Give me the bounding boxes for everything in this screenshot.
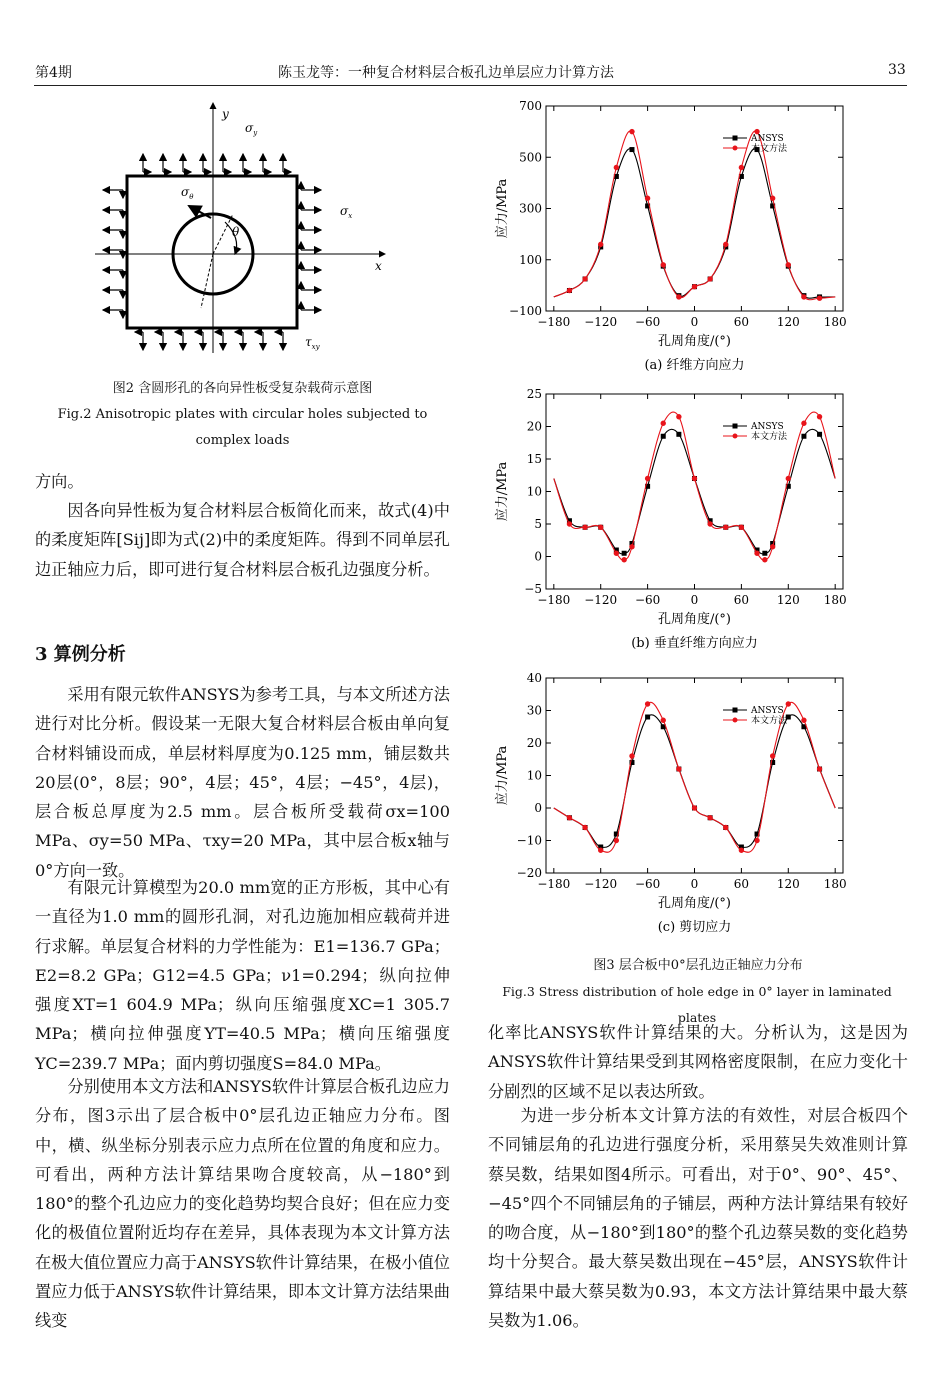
plot-frame xyxy=(546,394,843,589)
data-point-method xyxy=(614,551,619,556)
data-point-method xyxy=(770,196,775,201)
legend-marker xyxy=(733,434,738,439)
y-tick-label: −20 xyxy=(516,866,542,880)
fig2-schematic xyxy=(85,98,415,370)
x-tick-label: −180 xyxy=(537,315,571,329)
data-point-method xyxy=(621,557,626,562)
y-tick-label: 25 xyxy=(526,387,542,401)
y-axis-label: 应力/MPa xyxy=(495,461,510,522)
y-tick-label: 20 xyxy=(526,419,542,434)
y-tick-label: 40 xyxy=(526,671,542,685)
data-point-method xyxy=(661,718,666,723)
data-point-ansys xyxy=(629,147,634,152)
data-point-method xyxy=(661,262,666,267)
x-tick-label: −120 xyxy=(584,877,618,891)
y-tick-label: 500 xyxy=(519,150,542,165)
legend-label: 本文方法 xyxy=(751,432,788,442)
x-tick-label: −180 xyxy=(537,877,571,891)
y-tick-label: 10 xyxy=(526,768,542,783)
legend-marker xyxy=(733,136,738,141)
data-point-method xyxy=(739,165,744,170)
data-point-method xyxy=(707,276,712,281)
data-point-method xyxy=(801,294,806,299)
left-p3: 采用有限元软件ANSYS为参考工具，与本文所述方法进行对比分析。假设某一无限大复合材料层合板由单向复合材料铺设而成，单层材料厚度为0.125 mm，铺层数共20层(0°，8层；90°，4层；45°，4层；−45°，4层)，层合板总厚度为2.5 mm。层合板所受载荷σx=100 MPa、σy=50 MPa、τxy=20 MPa，其中层合板x轴与0°方向一致。 xyxy=(35,685,450,880)
fig3-caption-cn: 图3 层合板中0°层孔边正轴应力分布 xyxy=(593,958,803,973)
legend-marker xyxy=(733,718,738,723)
data-point-ansys xyxy=(661,434,666,439)
fig2-caption-en-1: Fig.2 Anisotropic plates with circular holes subjected to xyxy=(57,407,428,422)
x-tick-label: 180 xyxy=(823,315,847,329)
data-point-method xyxy=(582,825,587,830)
data-point-method xyxy=(801,718,806,723)
x-tick-label: −120 xyxy=(584,593,618,607)
y-tick-label: 5 xyxy=(534,517,542,531)
chart-caption: (c) 剪切应力 xyxy=(657,920,732,935)
x-tick-label: −120 xyxy=(584,315,618,329)
data-point-method xyxy=(723,242,728,247)
plate-square xyxy=(127,176,297,328)
plot-frame xyxy=(546,106,843,311)
label-theta: θ xyxy=(232,225,240,239)
data-point-method xyxy=(754,551,759,556)
chart-caption: (a) 纤维方向应力 xyxy=(644,358,745,373)
header-page-number: 33 xyxy=(888,62,906,78)
data-point-method xyxy=(582,525,587,530)
x-tick-label: 60 xyxy=(733,315,750,329)
fig3a-chart xyxy=(488,96,888,386)
y-tick-label: −100 xyxy=(509,304,542,318)
data-point-method xyxy=(817,766,822,771)
label-sigma-x: $\sigma_x$ xyxy=(340,204,353,220)
legend-label: ANSYS xyxy=(751,706,784,716)
chart-caption: (b) 垂直纤维方向应力 xyxy=(631,636,758,651)
y-tick-label: 100 xyxy=(519,252,542,267)
right-p2: 为进一步分析本文计算方法的有效性，对层合板四个不同铺层角的孔边进行强度分析，采用蔡吴失效准则计算蔡吴数，结果如图4所示。可看出，对于0°、90°、45°、−45°四个不同铺层角的子铺层，两种方法计算结果有较好的吻合度，从−180°到180°的整个孔边蔡吴数的变化趋势均十分契合。最大蔡吴数出现在−45°层，ANSYS软件计算结果中最大蔡吴数为0.93，本文方法计算结果中最大蔡吴数为1.06。 xyxy=(488,1106,908,1331)
data-point-method xyxy=(614,165,619,170)
data-point-method xyxy=(762,557,767,562)
y-axis-label: 应力/MPa xyxy=(495,178,510,239)
series-line-method xyxy=(554,412,835,560)
legend-marker xyxy=(733,146,738,151)
legend-marker xyxy=(733,424,738,429)
x-tick-label: 120 xyxy=(776,315,800,329)
data-point-method xyxy=(786,701,791,706)
header-journal-issue: 第4期 xyxy=(35,65,72,81)
series-line-ansys xyxy=(554,715,835,848)
data-point-method xyxy=(614,838,619,843)
data-point-method xyxy=(629,544,634,549)
y-tick-label: 300 xyxy=(519,201,542,216)
left-p4: 有限元计算模型为20.0 mm宽的正方形板，其中心有一直径为1.0 mm的圆形孔洞，对孔边施加相应载荷并进行求解。单层复合材料的力学性能为：E1=136.7 GPa；E2=8.2 GPa；G12=4.5 GPa；ν1=0.294；纵向拉伸强度XT=1 604.9 MPa；纵向压缩强度XC=1 305.7 MPa；横向拉伸强度YT=40.5 MPa；横向压缩强度YC=239.7 MPa；面内剪切强度S=84.0 MPa。 xyxy=(35,878,450,1073)
data-point-method xyxy=(801,421,806,426)
data-point-ansys xyxy=(801,434,806,439)
y-axis-label: 应力/MPa xyxy=(495,745,510,806)
legend-label: ANSYS xyxy=(751,422,784,432)
x-tick-label: 180 xyxy=(823,877,847,891)
data-point-method xyxy=(723,825,728,830)
left-p2: 因各向异性板为复合材料层合板简化而来，故式(4)中的柔度矩阵[Sij]即为式(2)中的柔度矩阵。得到不同单层孔边正轴应力后，即可进行复合材料层合板孔边强度分析。 xyxy=(35,501,450,579)
label-sigma-y: $\sigma_y$ xyxy=(245,121,258,137)
series-line-ansys xyxy=(554,149,835,299)
data-point-ansys xyxy=(645,715,650,720)
data-point-method xyxy=(786,476,791,481)
x-tick-label: 0 xyxy=(690,315,699,329)
data-point-method xyxy=(676,766,681,771)
data-point-method xyxy=(817,295,822,300)
data-point-method xyxy=(786,262,791,267)
y-tick-label: 0 xyxy=(534,801,542,815)
data-point-method xyxy=(567,815,572,820)
series-line-ansys xyxy=(554,429,835,553)
data-point-method xyxy=(582,276,587,281)
y-tick-label: −5 xyxy=(524,582,542,596)
plot-frame xyxy=(546,678,843,873)
data-point-method xyxy=(676,414,681,419)
x-tick-label: −180 xyxy=(537,593,571,607)
legend-label: 本文方法 xyxy=(751,144,788,154)
data-point-method xyxy=(629,129,634,134)
data-point-method xyxy=(567,521,572,526)
data-point-method xyxy=(692,284,697,289)
data-point-method xyxy=(692,805,697,810)
data-point-method xyxy=(739,848,744,853)
data-point-method xyxy=(770,753,775,758)
data-point-method xyxy=(598,848,603,853)
fig2-caption-en-2: complex loads xyxy=(195,433,290,448)
x-tick-label: −60 xyxy=(634,593,661,607)
data-point-ansys xyxy=(817,432,822,437)
legend-label: ANSYS xyxy=(751,134,784,144)
data-point-method xyxy=(645,196,650,201)
label-x: x xyxy=(375,259,382,273)
x-tick-label: 0 xyxy=(690,593,699,607)
data-point-method xyxy=(707,815,712,820)
y-tick-label: 15 xyxy=(526,452,542,466)
label-tau-xy: $\tau_{xy}$ xyxy=(305,335,320,351)
label-sigma-theta: $\sigma_\theta$ xyxy=(181,185,194,201)
x-axis-label: 孔周角度/(°) xyxy=(657,896,732,911)
data-point-method xyxy=(645,476,650,481)
y-tick-label: 30 xyxy=(526,703,542,718)
header-title: 陈玉龙等：一种复合材料层合板孔边单层应力计算方法 xyxy=(278,65,614,81)
x-tick-label: 120 xyxy=(776,877,800,891)
y-tick-label: 0 xyxy=(534,549,542,564)
y-tick-label: 20 xyxy=(526,736,542,750)
legend-marker xyxy=(733,708,738,713)
left-p1: 方向。 xyxy=(35,472,84,491)
left-p5: 分别使用本文方法和ANSYS软件计算层合板孔边应力分布，图3示出了层合板中0°层孔边正轴应力分布。图中，横、纵坐标分别表示应力点所在位置的角度和应力。可看出，两种方法计算结果吻合度较高，从−180°到180°的整个孔边应力的变化趋势均契合良好；但在应力变化的极值位置附近均存在差异，具体表现为本文计算方法在极大值位置应力高于ANSYS软件计算结果，在极小值位置应力低于ANSYS软件计算结果，即本文计算方法结果曲线变 xyxy=(35,1077,450,1331)
data-point-method xyxy=(598,242,603,247)
fig3b-chart xyxy=(488,384,888,666)
data-point-method xyxy=(707,521,712,526)
data-point-method xyxy=(645,701,650,706)
x-tick-label: 60 xyxy=(733,593,750,607)
y-tick-label: −10 xyxy=(516,833,542,848)
x-tick-label: −60 xyxy=(634,315,661,329)
data-point-method xyxy=(723,525,728,530)
series-line-method xyxy=(554,702,835,852)
x-tick-label: 120 xyxy=(776,593,800,607)
data-point-method xyxy=(770,544,775,549)
fig3-caption-en: Fig.3 Stress distribution of hole edge in 0° layer in laminated plates xyxy=(502,984,892,1025)
series-line-method xyxy=(554,131,835,300)
data-point-method xyxy=(598,525,603,530)
data-point-method xyxy=(629,753,634,758)
fig3c-chart xyxy=(488,668,888,950)
section-heading: 3 算例分析 xyxy=(35,644,126,665)
data-point-method xyxy=(754,838,759,843)
data-point-ansys xyxy=(676,432,681,437)
y-tick-label: 700 xyxy=(519,99,542,113)
data-point-method xyxy=(661,421,666,426)
x-axis-label: 孔周角度/(°) xyxy=(657,612,732,627)
header-rule xyxy=(34,85,907,86)
right-p1: 化率比ANSYS软件计算结果的大。分析认为，这是因为ANSYS软件计算结果受到其网格密度限制，在应力变化十分剧烈的区域不足以表达所致。 xyxy=(488,1023,908,1101)
y-tick-label: 10 xyxy=(526,484,542,499)
data-point-ansys xyxy=(762,551,767,556)
x-tick-label: 0 xyxy=(690,877,699,891)
x-tick-label: 180 xyxy=(823,593,847,607)
x-tick-label: 60 xyxy=(733,877,750,891)
data-point-method xyxy=(567,288,572,293)
label-y: y xyxy=(222,107,229,121)
fig2-caption-cn: 图2 含圆形孔的各向异性板受复杂载荷示意图 xyxy=(112,381,373,396)
data-point-method xyxy=(692,476,697,481)
data-point-method xyxy=(676,294,681,299)
legend-label: 本文方法 xyxy=(751,716,788,726)
data-point-method xyxy=(817,414,822,419)
data-point-ansys xyxy=(622,551,627,556)
x-axis-label: 孔周角度/(°) xyxy=(657,334,732,349)
x-tick-label: −60 xyxy=(634,877,661,891)
data-point-method xyxy=(739,525,744,530)
